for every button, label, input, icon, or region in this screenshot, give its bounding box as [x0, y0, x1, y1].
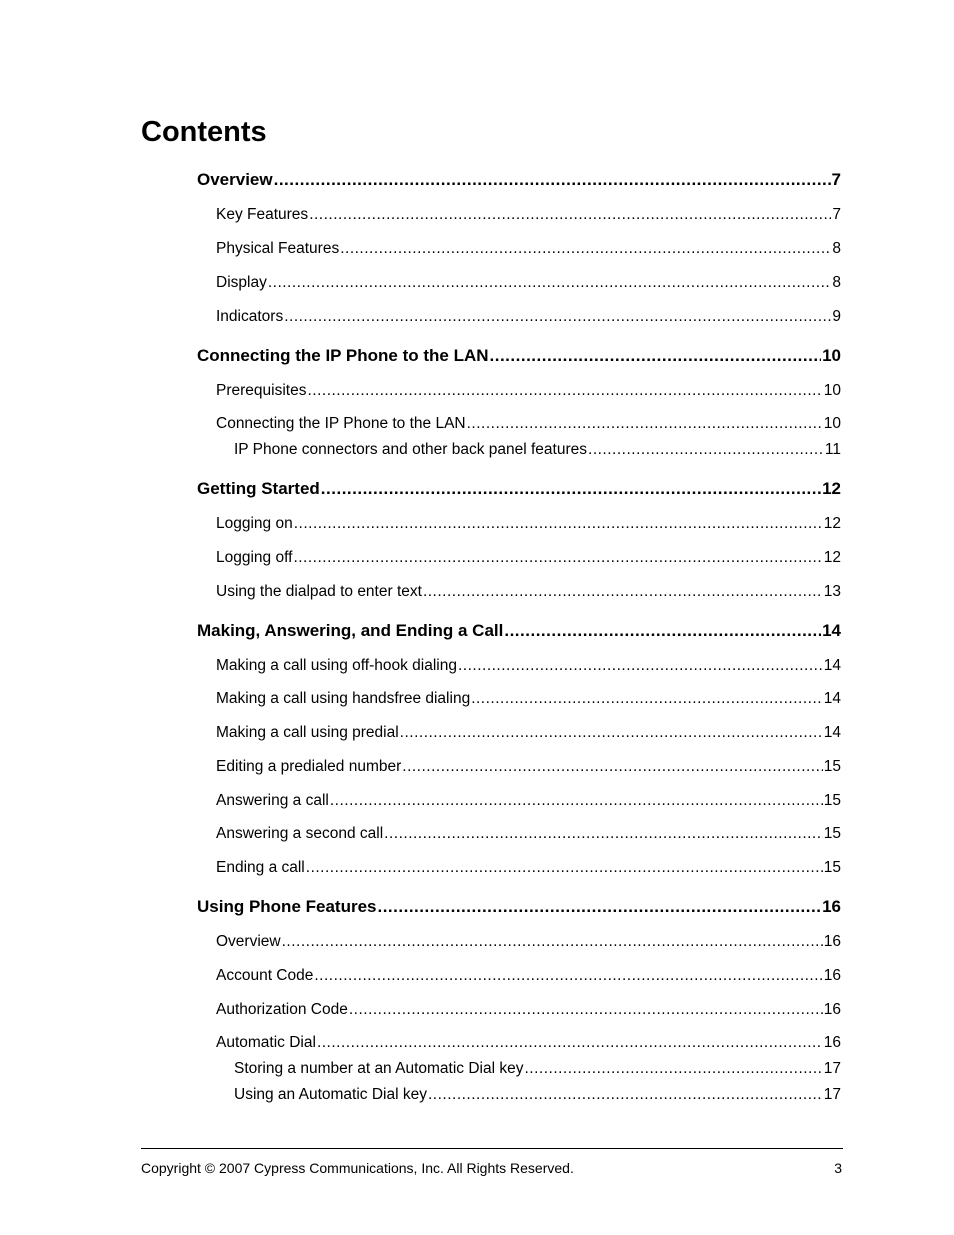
- toc-entry-label: Ending a call: [216, 859, 305, 876]
- toc-entry-page-number: 12: [823, 549, 841, 566]
- toc-entry-label: Editing a predialed number: [216, 758, 402, 775]
- toc-entry-level-2[interactable]: [216, 549, 841, 567]
- toc-entry-page-number: 16: [823, 1034, 841, 1051]
- toc-dot-leader: [588, 441, 824, 459]
- toc-entry-page-number: 16: [823, 967, 841, 984]
- toc-entry-level-2[interactable]: [216, 690, 841, 708]
- toc-dot-leader: [314, 967, 822, 985]
- toc-dot-leader: [349, 1001, 823, 1019]
- toc-entry-page-number: 14: [822, 621, 841, 640]
- toc-dot-leader: [317, 1034, 823, 1052]
- toc-entry-page-number: 17: [823, 1060, 841, 1077]
- toc-entry-level-1[interactable]: [197, 621, 841, 641]
- toc-entry-label: IP Phone connectors and other back panel features: [234, 441, 588, 458]
- toc-entry-page-number: 10: [822, 346, 841, 365]
- toc-entry-level-3[interactable]: [234, 1086, 841, 1104]
- toc-entry-page-number: 11: [824, 441, 841, 458]
- toc-entry-level-2[interactable]: [216, 240, 841, 258]
- toc-dot-leader: [293, 549, 822, 567]
- toc-entry-level-2[interactable]: [216, 825, 841, 843]
- toc-dot-leader: [423, 583, 823, 601]
- toc-dot-leader: [309, 206, 831, 224]
- toc-entry-label: Using an Automatic Dial key: [234, 1086, 427, 1103]
- toc-entry-level-3[interactable]: [234, 1060, 841, 1078]
- toc-entry-page-number: 7: [831, 170, 841, 189]
- toc-entry-level-1[interactable]: [197, 346, 841, 366]
- toc-entry-label: Answering a call: [216, 792, 329, 809]
- toc-entry-label: Prerequisites: [216, 382, 307, 399]
- toc-entry-page-number: 9: [832, 308, 841, 325]
- toc-entry-page-number: 12: [822, 479, 841, 498]
- toc-dot-leader: [467, 415, 823, 433]
- toc-entry-label: Display: [216, 274, 267, 291]
- toc-entry-label: Authorization Code: [216, 1001, 348, 1018]
- footer-page-number: 3: [834, 1160, 842, 1176]
- toc-entry-label: Indicators: [216, 308, 284, 325]
- toc-entry-level-1[interactable]: [197, 479, 841, 499]
- toc-dot-leader: [458, 657, 823, 675]
- toc-entry-page-number: 14: [823, 690, 841, 707]
- toc-entry-page-number: 12: [823, 515, 841, 532]
- toc-entry-level-1[interactable]: [197, 897, 841, 917]
- toc-entry-label: Storing a number at an Automatic Dial key: [234, 1060, 524, 1077]
- toc-dot-leader: [274, 170, 831, 190]
- toc-entry-label: Connecting the IP Phone to the LAN: [216, 415, 466, 432]
- toc-entry-page-number: 16: [823, 1001, 841, 1018]
- toc-entry-page-number: 14: [823, 724, 841, 741]
- toc-dot-leader: [282, 933, 823, 951]
- toc-entry-page-number: 15: [823, 758, 841, 775]
- toc-entry-label: Connecting the IP Phone to the LAN: [197, 346, 489, 365]
- toc-dot-leader: [524, 1060, 822, 1078]
- toc-entry-page-number: 15: [823, 792, 841, 809]
- footer-copyright: Copyright © 2007 Cypress Communications, Inc. All Rights Reserved.: [141, 1160, 574, 1176]
- toc-entry-page-number: 8: [832, 240, 841, 257]
- toc-entry-level-2[interactable]: [216, 724, 841, 742]
- toc-entry-label: Logging on: [216, 515, 293, 532]
- toc-entry-level-3[interactable]: [234, 441, 841, 459]
- toc-entry-level-2[interactable]: [216, 1001, 841, 1019]
- toc-dot-leader: [471, 690, 823, 708]
- toc-entry-page-number: 16: [822, 897, 841, 916]
- page-title: Contents: [141, 116, 267, 148]
- toc-entry-label: Making a call using off-hook dialing: [216, 657, 457, 674]
- toc-entry-label: Getting Started: [197, 479, 320, 498]
- toc-entry-label: Account Code: [216, 967, 314, 984]
- toc-dot-leader: [504, 621, 821, 641]
- toc-dot-leader: [307, 382, 822, 400]
- toc-entry-level-2[interactable]: [216, 1034, 841, 1052]
- toc-entry-label: Overview: [197, 170, 273, 189]
- toc-entry-label: Making a call using predial: [216, 724, 399, 741]
- footer-divider: [141, 1148, 843, 1149]
- toc-dot-leader: [402, 758, 822, 776]
- toc-entry-page-number: 8: [832, 274, 841, 291]
- toc-entry-page-number: 7: [832, 206, 841, 223]
- toc-entry-level-2[interactable]: [216, 967, 841, 985]
- toc-entry-level-2[interactable]: [216, 415, 841, 433]
- toc-entry-label: Logging off: [216, 549, 293, 566]
- toc-entry-label: Overview: [216, 933, 281, 950]
- toc-entry-level-2[interactable]: [216, 515, 841, 533]
- toc-entry-page-number: 10: [823, 382, 841, 399]
- toc-dot-leader: [284, 308, 831, 326]
- toc-entry-label: Key Features: [216, 206, 309, 223]
- toc-entry-label: Making, Answering, and Ending a Call: [197, 621, 504, 640]
- toc-dot-leader: [294, 515, 823, 533]
- toc-entry-page-number: 17: [823, 1086, 841, 1103]
- toc-entry-label: Physical Features: [216, 240, 340, 257]
- toc-dot-leader: [490, 346, 822, 366]
- toc-entry-page-number: 15: [823, 825, 841, 842]
- toc-dot-leader: [400, 724, 823, 742]
- toc-dot-leader: [428, 1086, 823, 1104]
- toc-entry-level-1[interactable]: [197, 170, 841, 190]
- toc-entry-page-number: 15: [823, 859, 841, 876]
- toc-entry-level-2[interactable]: [216, 583, 841, 601]
- toc-entry-label: Automatic Dial: [216, 1034, 316, 1051]
- toc-dot-leader: [268, 274, 832, 292]
- toc-entry-label: Using the dialpad to enter text: [216, 583, 422, 600]
- toc-entry-label: Answering a second call: [216, 825, 384, 842]
- toc-entry-level-2[interactable]: [216, 382, 841, 400]
- toc-entry-page-number: 14: [823, 657, 841, 674]
- toc-dot-leader: [377, 897, 821, 917]
- toc-dot-leader: [306, 859, 823, 877]
- toc-entry-label: Making a call using handsfree dialing: [216, 690, 471, 707]
- toc-dot-leader: [384, 825, 823, 843]
- toc-entry-level-2[interactable]: [216, 933, 841, 951]
- toc-entry-level-2[interactable]: [216, 792, 841, 810]
- toc-dot-leader: [340, 240, 831, 258]
- toc-entry-level-2[interactable]: [216, 657, 841, 675]
- toc-dot-leader: [321, 479, 821, 499]
- toc-entry-level-2[interactable]: [216, 859, 841, 877]
- toc-entry-level-2[interactable]: [216, 758, 841, 776]
- toc-entry-page-number: 13: [823, 583, 841, 600]
- toc-entry-page-number: 16: [823, 933, 841, 950]
- toc-entry-level-2[interactable]: [216, 206, 841, 224]
- toc-entry-page-number: 10: [823, 415, 841, 432]
- toc-entry-label: Using Phone Features: [197, 897, 377, 916]
- toc-entry-level-2[interactable]: [216, 274, 841, 292]
- toc-entry-level-2[interactable]: [216, 308, 841, 326]
- toc-dot-leader: [330, 792, 823, 810]
